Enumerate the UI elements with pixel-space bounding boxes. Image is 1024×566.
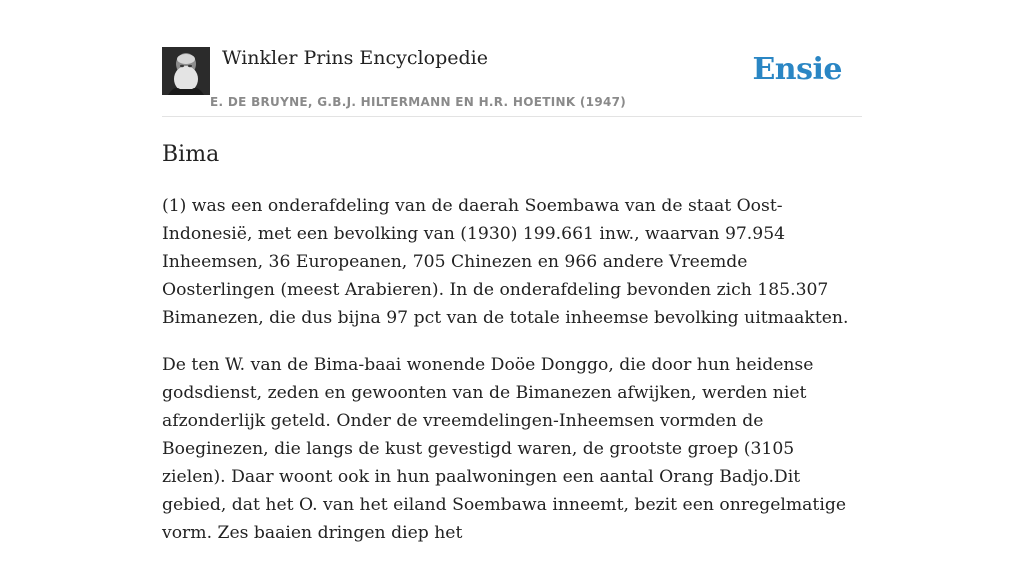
- site-header: [162, 46, 862, 117]
- article-paragraph: De ten W. van de Bima-baai wonende Doöe Donggo, die door hun heidense godsdienst, zeden en gewoonten van de Bimanezen afwijken, werden niet afzonderlijk geteld. Onder de vreemdelingen-Inheemsen vormden de Boeginezen, die langs de kust gevestigd waren, de grootste groep (3105 zielen). Daar woont ook in hun paalwoningen een aantal Orang Badjo.Dit gebied, dat het O. van het eiland Soembawa inneemt, bezit een onregelmatige vorm. Zes baaien dringen diep het: [162, 355, 847, 543]
- entry-title: Bima: [162, 142, 220, 167]
- article: [162, 140, 862, 566]
- avatar[interactable]: [162, 47, 210, 95]
- authors-line: E. DE BRUYNE, G.B.J. HILTERMANN EN H.R. HOETINK (1947): [210, 95, 627, 109]
- article-paragraph: (1) was een onderafdeling van de daerah Soembawa van de staat Oost-Indonesië, met een bevolking van (1930) 199.661 inw., waarvan 97.954 Inheemsen, 36 Europeanen, 705 Chinezen en 966 andere Vreemde Oosterlingen (meest Arabieren). In de onderafdeling bevonden zich 185.307 Bimanezen, die dus bijna 97 pct van de totale inheemse bevolking uitmaakten.: [162, 196, 849, 328]
- bearded-man-portrait-icon: [162, 47, 210, 95]
- site-title[interactable]: Winkler Prins Encyclopedie: [222, 47, 488, 69]
- brand-logo[interactable]: Ensie: [752, 52, 842, 87]
